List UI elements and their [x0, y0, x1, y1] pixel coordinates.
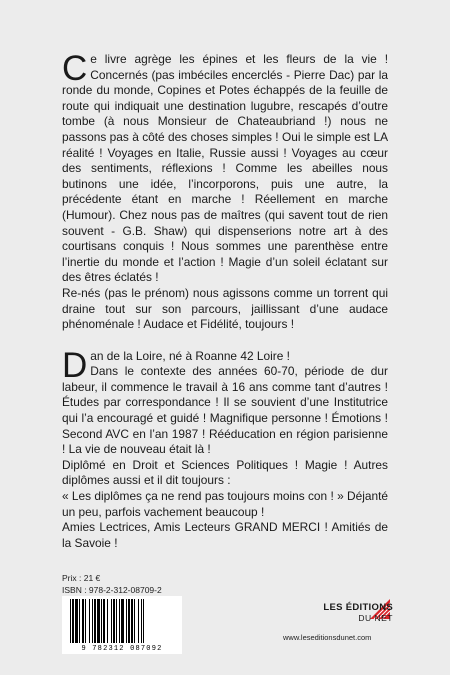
- barcode-bar: [121, 599, 124, 643]
- barcode-bar: [111, 599, 112, 643]
- barcode-bar: [107, 599, 108, 643]
- barcode-bar: [101, 599, 102, 643]
- barcode-bar: [103, 599, 105, 643]
- barcode-bar: [75, 599, 78, 643]
- drop-cap: D: [62, 345, 88, 385]
- publisher-name: [293, 602, 393, 623]
- barcode-bars-icon: [62, 596, 182, 644]
- blurb-paragraph-text: e livre agrège les épines et les fleurs de la vie ! Concernés (pas imbéciles encerclés - Pierre Dac) par la ronde du monde, Copines et Potes échappés de la feuille de route qui indiquait une destination lugubre, rescapés d’outre tombe (à nous Monsieur de Chateaubriand !) nous ne passons pas à côté des choses simples ! Oui le simple est LA réalité ! Voyages en Italie, Russie aussi ! Voyages au cœur des sentiments, réflexions ! Comme les abeilles nous butinons une idée, l’incorporons, puis une autre, la précédente étant en marche ! Réellement en marche (Humour). Chez nous pas de maîtres (qui savent tout de rien souvent - G.B. Shaw) qui dispenserions notre art à des courtisans conquis ! Nous sommes une parenthèse entre l’inertie du monde et l’action ! Magie d’un soleil éclatant sur des êtres éclatés !: [62, 52, 388, 285]
- isbn-label: ISBN : 978-2-312-08709-2: [62, 585, 162, 595]
- barcode-bar: [128, 599, 130, 643]
- barcode-bar: [126, 599, 127, 643]
- barcode-bar: [82, 599, 84, 643]
- publisher-name-line1: LES ÉDITIONS: [323, 602, 393, 613]
- barcode-bar: [143, 599, 144, 643]
- barcode-bar: [113, 599, 115, 643]
- barcode-bar: [131, 599, 133, 643]
- blurb-paragraph: Re-nés (pas le prénom) nous agissons comme un torrent qui draine tout sur son parcours, jaillissant d’une audace phénoménale ! Audace et Fidélité, toujours !: [62, 285, 388, 332]
- drop-cap: C: [62, 49, 88, 88]
- author-bio-paragraph: [62, 345, 388, 385]
- publisher-website: www.leseditionsdunet.com: [283, 633, 372, 642]
- barcode-bar: [141, 599, 142, 643]
- blurb-text: [62, 49, 388, 551]
- author-bio-paragraph: Diplômé en Droit et Sciences Politiques ! Magie ! Autres diplômes aussi et il dit toujours :: [62, 457, 388, 488]
- barcode: [62, 596, 182, 654]
- barcode-bar: [79, 599, 80, 643]
- barcode-bar: [97, 599, 100, 643]
- barcode-bar: [72, 599, 74, 643]
- barcode-bar: [92, 599, 93, 643]
- author-quote-paragraph: « Les diplômes ça ne rend pas toujours moins con ! » Déjanté un peu, parfois vachement beaucoup !: [62, 489, 388, 519]
- price-label: Prix : 21 €: [62, 573, 101, 583]
- barcode-bar: [134, 599, 135, 643]
- barcode-bar: [138, 599, 139, 643]
- closing-paragraph: Amies Lectrices, Amis Lecteurs GRAND MERCI ! Amitiés de la Savoie !: [62, 520, 388, 550]
- author-bio-paragraph: Dans le contexte des années 60-70, période de dur labeur, il commence le travail à 16 ans comme tant d’autres ! Études par correspondance ! Il se souvient d’une Institutrice qui l’a encouragé et guidé ! Magnifique personne ! Émotions ! Second AVC en l’an 1987 ! Rééducation en région parisienne ! La vie de nouveau était là !: [62, 364, 388, 457]
- author-bio-text: an de la Loire, né à Roanne 42 Loire !: [90, 348, 290, 363]
- barcode-bar: [70, 599, 71, 643]
- blurb-paragraph: [62, 49, 388, 286]
- barcode-bar: [94, 599, 96, 643]
- barcode-bar: [89, 599, 90, 643]
- barcode-bar: [85, 599, 86, 643]
- barcode-bar: [119, 599, 120, 643]
- publisher-name-line2: DU NET: [358, 613, 393, 623]
- barcode-digits: 9 782312 087092: [81, 645, 163, 653]
- barcode-bar: [116, 599, 117, 643]
